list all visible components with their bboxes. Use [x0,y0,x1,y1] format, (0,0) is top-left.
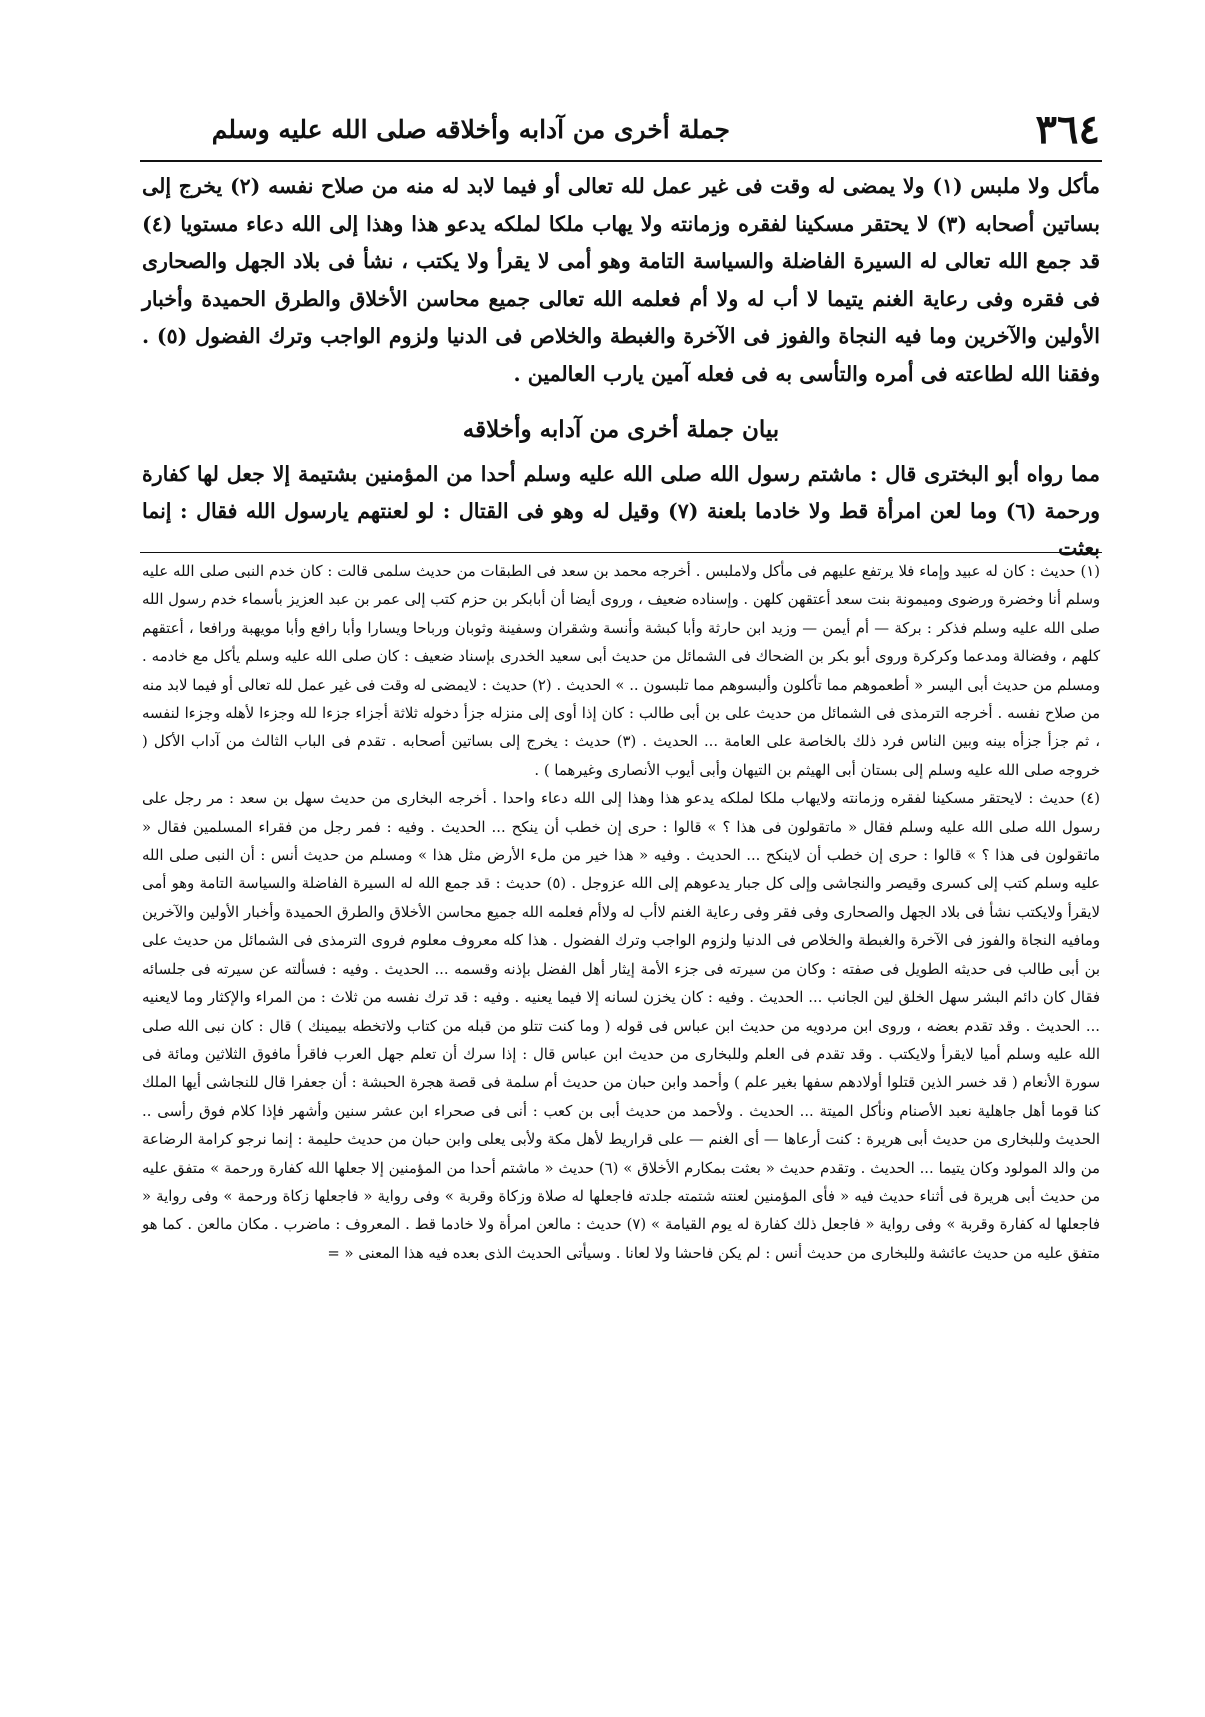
footnote-block-2: (٤) حديث : لايحتقر مسكينا لفقره وزمانته ولايهاب ملكا لملكه يدعو هذا وهذا إلى الله دعاء واحدا . أخرجه البخارى من حديث سهل بن سعد : مر رجل على رسول الله صلى الله عليه وسلم فقال « ماتقولون فى هذا ؟ » قالوا : حرى إن خطب أن ينكح ... الحديث . وفيه : فمر رجل من فقراء المسلمين فقال « ماتقولون فى هذا ؟ » قالوا : حرى إن خطب أن لاينكح ... الحديث . وفيه « هذا خير من ملء الأرض مثل هذا » ومسلم من حديث أنس : أن النبى صلى الله عليه وسلم كتب إلى كسرى وقيصر والنجاشى وإلى كل جبار يدعوهم إلى الله عزوجل . (٥) حديث : قد جمع الله له السيرة الفاضلة والسياسة التامة وهو أمى لايقرأ ولايكتب نشأ فى بلاد الجهل والصحارى وفى فقر وفى رعاية الغنم لاأب له ولاأم فعلمه الله جميع محاسن الأخلاق والطرق الحميدة وأخبار الأولين والآخرين ومافيه النجاة والفوز فى الآخرة والغبطة والخلاص فى الدنيا ولزوم الواجب وترك الفضول . هذا كله معروف معلوم فروى الترمذى فى الشمائل من حديث على بن أبى طالب فى حديثه الطويل فى صفته : وكان من سيرته فى جزء الأمة إيثار أهل الفضل بإذنه وقسمه ... الحديث . وفيه : فسألته عن سيرته فى جلسائه فقال كان دائم البشر سهل الخلق لين الجانب ... الحديث . وفيه : كان يخزن لسانه إلا فيما يعنيه . وفيه : قد ترك نفسه من ثلاث : من المراء والإكثار وما لايعنيه ... الحديث . وقد تقدم بعضه ، وروى ابن مردويه من حديث ابن عباس فى قوله ( وما كنت تتلو من قبله من كتاب ولاتخطه بيمينك ) قال : كان نبى الله صلى الله عليه وسلم أميا لايقرأ ولايكتب . وقد تقدم فى العلم وللبخارى من حديث ابن عباس قال : إذا سرك أن تعلم جهل العرب فاقرأ مافوق الثلاثين ومائة فى سورة الأنعام ( قد خسر الذين قتلوا أولادهم سفها بغير علم ) وأحمد وابن حبان من حديث أم سلمة فى قصة هجرة الحبشة : أن جعفرا قال للنجاشى أيها الملك كنا قوما أهل جاهلية نعبد الأصنام ونأكل الميتة ... الحديث . ولأحمد من حديث أبى بن كعب : أنى فى صحراء ابن عشر سنين وأشهر فإذا كلام فوق رأسى .. الحديث وللبخارى من حديث أبى هريرة : كنت أرعاها — أى الغنم — على قراريط لأهل مكة ولأبى يعلى وابن حبان من حديث حليمة : إنما نرجو كرامة الرضاعة من والد المولود وكان يتيما ... الحديث . وتقدم حديث « بعثت بمكارم الأخلاق » (٦) حديث « ماشتم أحدا من المؤمنين إلا جعلها الله كفارة ورحمة » متفق عليه من حديث أبى هريرة فى أثناء حديث فيه « فأى المؤمنين لعنته شتمته جلدته فاجعلها له صلاة وزكاة وقربة » وفى رواية « فاجعلها زكاة ورحمة » وفى رواية « فاجعلها له كفارة وقربة » وفى رواية « فاجعل ذلك كفارة له يوم القيامة » (٧) حديث : مالعن امرأة ولا خادما قط . المعروف : ماضرب . مكان مالعن . كما هو متفق عليه من حديث عائشة وللبخارى من حديث أنس : لم يكن فاحشا ولا لعانا . وسيأتى الحديث الذى بعده فيه هذا المعنى « = [142,790,1101,1262]
running-title: جملة أخرى من آدابه وأخلاقه صلى الله عليه وسلم [211,115,730,144]
page-number: ٣٦٤ [1035,106,1100,153]
footnotes [142,558,1100,1688]
main-text [142,168,1100,393]
section-heading: بيان جملة أخرى من آدابه وأخلاقه [462,416,780,443]
header-rule [140,160,1102,162]
footnote-block-1: (١) حديث : كان له عبيد وإماء فلا يرتفع عليهم فى مأكل ولاملبس . أخرجه محمد بن سعد فى الطبقات من حديث سلمى قالت : كان خدم النبى صلى الله عليه وسلم أنا وخضرة ورضوى وميمونة بنت سعد أعتقهن كلهن . وإسناده ضعيف ، وروى أيضا أن أبابكر بن حزم كتب إلى عمر بن عبد العزيز بأسماء خدم رسول الله صلى الله عليه وسلم فذكر : بركة — أم أيمن — وزيد ابن حارثة وأبا كبشة وأنسة وشقران وسفينة وثوبان ورباحا ويسارا وأبا رافع وأبا مويهبة ورافعا ، أعتقهم كلهم ، وفضالة ومدعما وكركرة وروى أبو بكر بن الضحاك فى الشمائل من حديث أبى سعيد الخدرى بإسناد ضعيف : كان صلى الله عليه وسلم يأكل مع خادمه . ومسلم من حديث أبى اليسر « أطعموهم مما تأكلون وألبسوهم مما تلبسون .. » الحديث . (٢) حديث : لايمضى له وقت فى غير عمل لله تعالى أو فيما لابد منه من صلاح نفسه . أخرجه الترمذى فى الشمائل من حديث على بن أبى طالب : كان إذا أوى إلى منزله جزأ دخوله ثلاثة أجزاء جزءا لله وجزءا لأهله وجزءا لنفسه ، ثم جزأ جزأه بينه وبين الناس فرد ذلك بالخاصة على العامة ... الحديث . (٣) حديث : يخرج إلى بساتين أصحابه . تقدم فى الباب الثالث من آداب الأكل ( خروجه صلى الله عليه وسلم إلى بستان أبى الهيثم بن التيهان وأبى أيوب الأنصارى وغيرهما ) . [142,563,1101,779]
main-text-continued [142,456,1100,567]
body-paragraph-2: مما رواه أبو البخترى قال : ماشتم رسول الله صلى الله عليه وسلم أحدا من المؤمنين بشتيمة إلا جعل لها كفارة ورحمة (٦) وما لعن امرأة قط ولا خادما بلعنة (٧) وقيل له وهو فى القتال : لو لعنتهم يارسول الله فقال : إنما بعثت [142,462,1100,560]
page-header [140,104,1100,156]
footnote-rule [140,552,1102,553]
body-paragraph-1: مأكل ولا ملبس (١) ولا يمضى له وقت فى غير عمل لله تعالى أو فيما لابد له منه من صلاح نفسه (٢) يخرج إلى بساتين أصحابه (٣) لا يحتقر مسكينا لفقره وزمانته ولا يهاب ملكا لملكه يدعو هذا وهذا إلى الله دعاء مستويا (٤) قد جمع الله تعالى له السيرة الفاضلة والسياسة التامة وهو أمى لا يقرأ ولا يكتب ، نشأ فى بلاد الجهل والصحارى فى فقره وفى رعاية الغنم يتيما لا أب له ولا أم فعلمه الله تعالى جميع محاسن الأخلاق والطرق الحميدة وأخبار الأولين والآخرين وما فيه النجاة والفوز فى الآخرة والغبطة والخلاص فى الدنيا ولزوم الواجب وترك الفضول (٥) . وفقنا الله لطاعته فى أمره والتأسى به فى فعله آمين يارب العالمين . [142,174,1100,386]
